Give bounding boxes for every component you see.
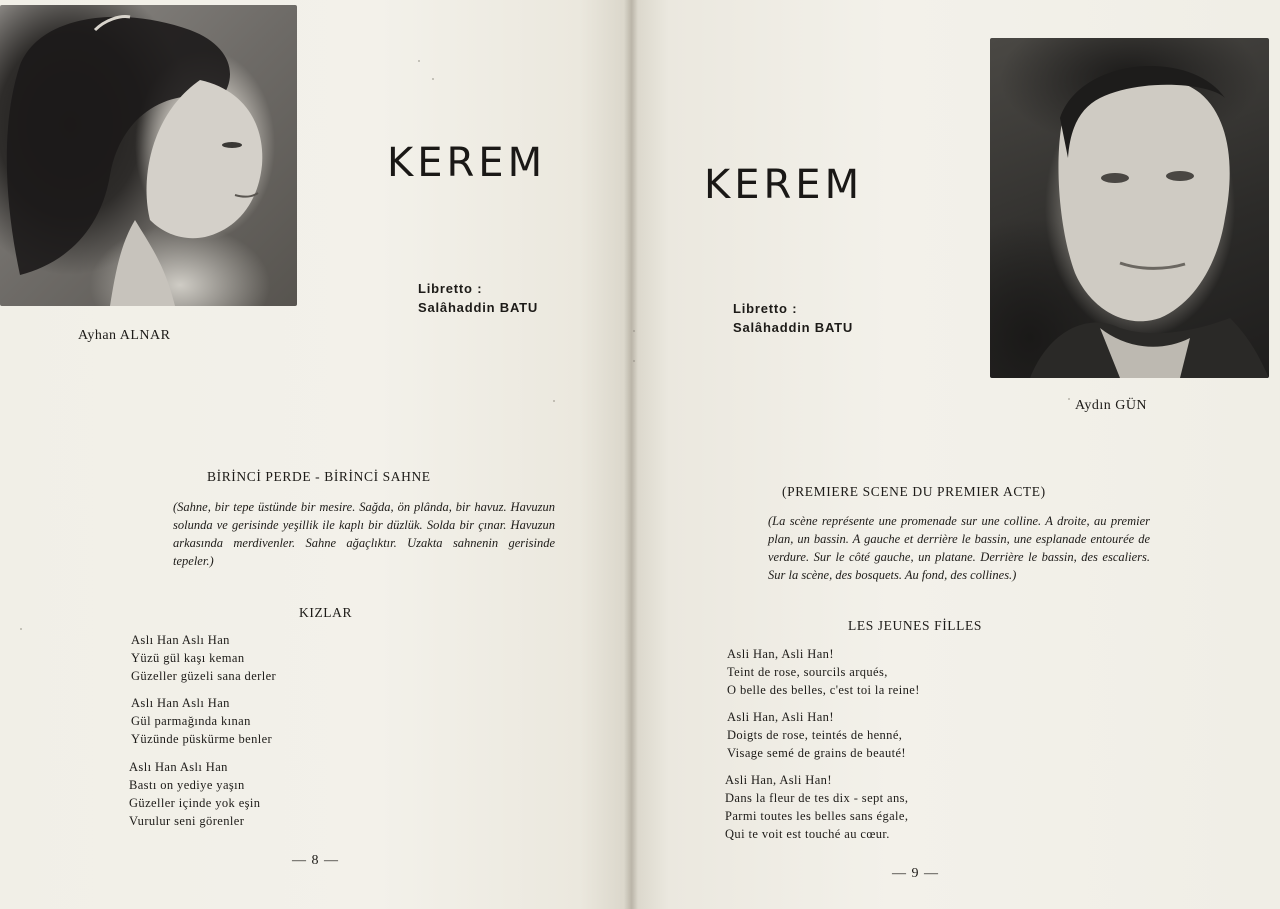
verse-line: O belle des belles, c'est toi la reine! [727, 683, 920, 697]
libretto-label: Libretto : [418, 281, 483, 296]
verse-stanza-3-fr [725, 771, 908, 843]
verse-line: Visage semé de grains de beauté! [727, 746, 906, 760]
verse-stanza-1-fr [727, 645, 920, 699]
book-spine-shadow [624, 0, 638, 909]
chorus-heading-kizlar: KIZLAR [299, 605, 353, 620]
scene-heading-turkish: BİRİNCİ PERDE - BİRİNCİ SAHNE [207, 469, 431, 484]
verse-stanza-3-tr [129, 758, 260, 830]
photo-caption-aydin: Aydın GÜN [1075, 398, 1148, 413]
left-page [0, 0, 630, 909]
right-page [630, 0, 1280, 909]
verse-line: Asli Han, Asli Han! [727, 647, 834, 661]
page-number-left: — 8 — [292, 853, 339, 868]
libretto-credit-right [733, 299, 853, 337]
verse-line: Asli Han, Asli Han! [725, 773, 832, 787]
page-title-left: KEREM [387, 140, 547, 186]
verse-line: Güzeller güzeli sana derler [131, 669, 277, 683]
photo-caption-ayhan: Ayhan ALNAR [78, 328, 171, 343]
verse-line: Parmi toutes les belles sans égale, [725, 809, 909, 823]
verse-line: Aslı Han Aslı Han [129, 760, 228, 774]
verse-line: Güzeller içinde yok eşin [129, 796, 261, 810]
portrait-photo-woman [0, 5, 297, 306]
verse-line: Dans la fleur de tes dix - sept ans, [725, 791, 909, 805]
libretto-author: Salâhaddin BATU [733, 320, 854, 335]
libretto-author: Salâhaddin BATU [418, 300, 539, 315]
verse-line: Yüzünde püskürme benler [131, 732, 273, 746]
verse-line: Qui te voit est touché au cœur. [725, 827, 890, 841]
verse-line: Gül parmağında kınan [131, 714, 251, 728]
verse-line: Aslı Han Aslı Han [131, 696, 230, 710]
portrait-photo-man [990, 38, 1269, 378]
stage-direction-turkish: (Sahne, bir tepe üstünde bir mesire. Sağda, ön plânda, bir havuz. Havuzun solunda ve gerisinde yeşillik ile kaplı bir düzlük. Solda bir çınar. Havuzun arkasında merdivenler. Sahne ağaçlıktır. Uzakta sahnenin gerisinde tepeler.) [173, 500, 555, 568]
verse-stanza-1-tr [131, 631, 276, 685]
page-number-right: — 9 — [892, 866, 939, 881]
page-title-right: KEREM [704, 162, 864, 208]
verse-line: Vurulur seni görenler [129, 814, 245, 828]
chorus-heading-jeunes-filles: LES JEUNES FİLLES [848, 618, 982, 633]
verse-line: Asli Han, Asli Han! [727, 710, 834, 724]
libretto-credit-left [418, 279, 538, 317]
verse-line: Aslı Han Aslı Han [131, 633, 230, 647]
verse-stanza-2-fr [727, 708, 906, 762]
verse-line: Doigts de rose, teintés de henné, [727, 728, 903, 742]
verse-stanza-2-tr [131, 694, 272, 748]
stage-direction-french: (La scène représente une promenade sur une colline. A droite, au premier plan, un bassin. A gauche et derrière le bassin, une esplanade entourée de verdure. Sur le côté gauche, un platane. Derrière le bassin, des escaliers. Sur la scène, des bosquets. Au fond, des collines.) [768, 514, 1150, 582]
libretto-label: Libretto : [733, 301, 798, 316]
verse-line: Teint de rose, sourcils arqués, [727, 665, 888, 679]
scene-heading-french: (PREMIERE SCENE DU PREMIER ACTE) [782, 484, 1046, 499]
verse-line: Bastı on yediye yaşın [129, 778, 245, 792]
verse-line: Yüzü gül kaşı keman [131, 651, 245, 665]
